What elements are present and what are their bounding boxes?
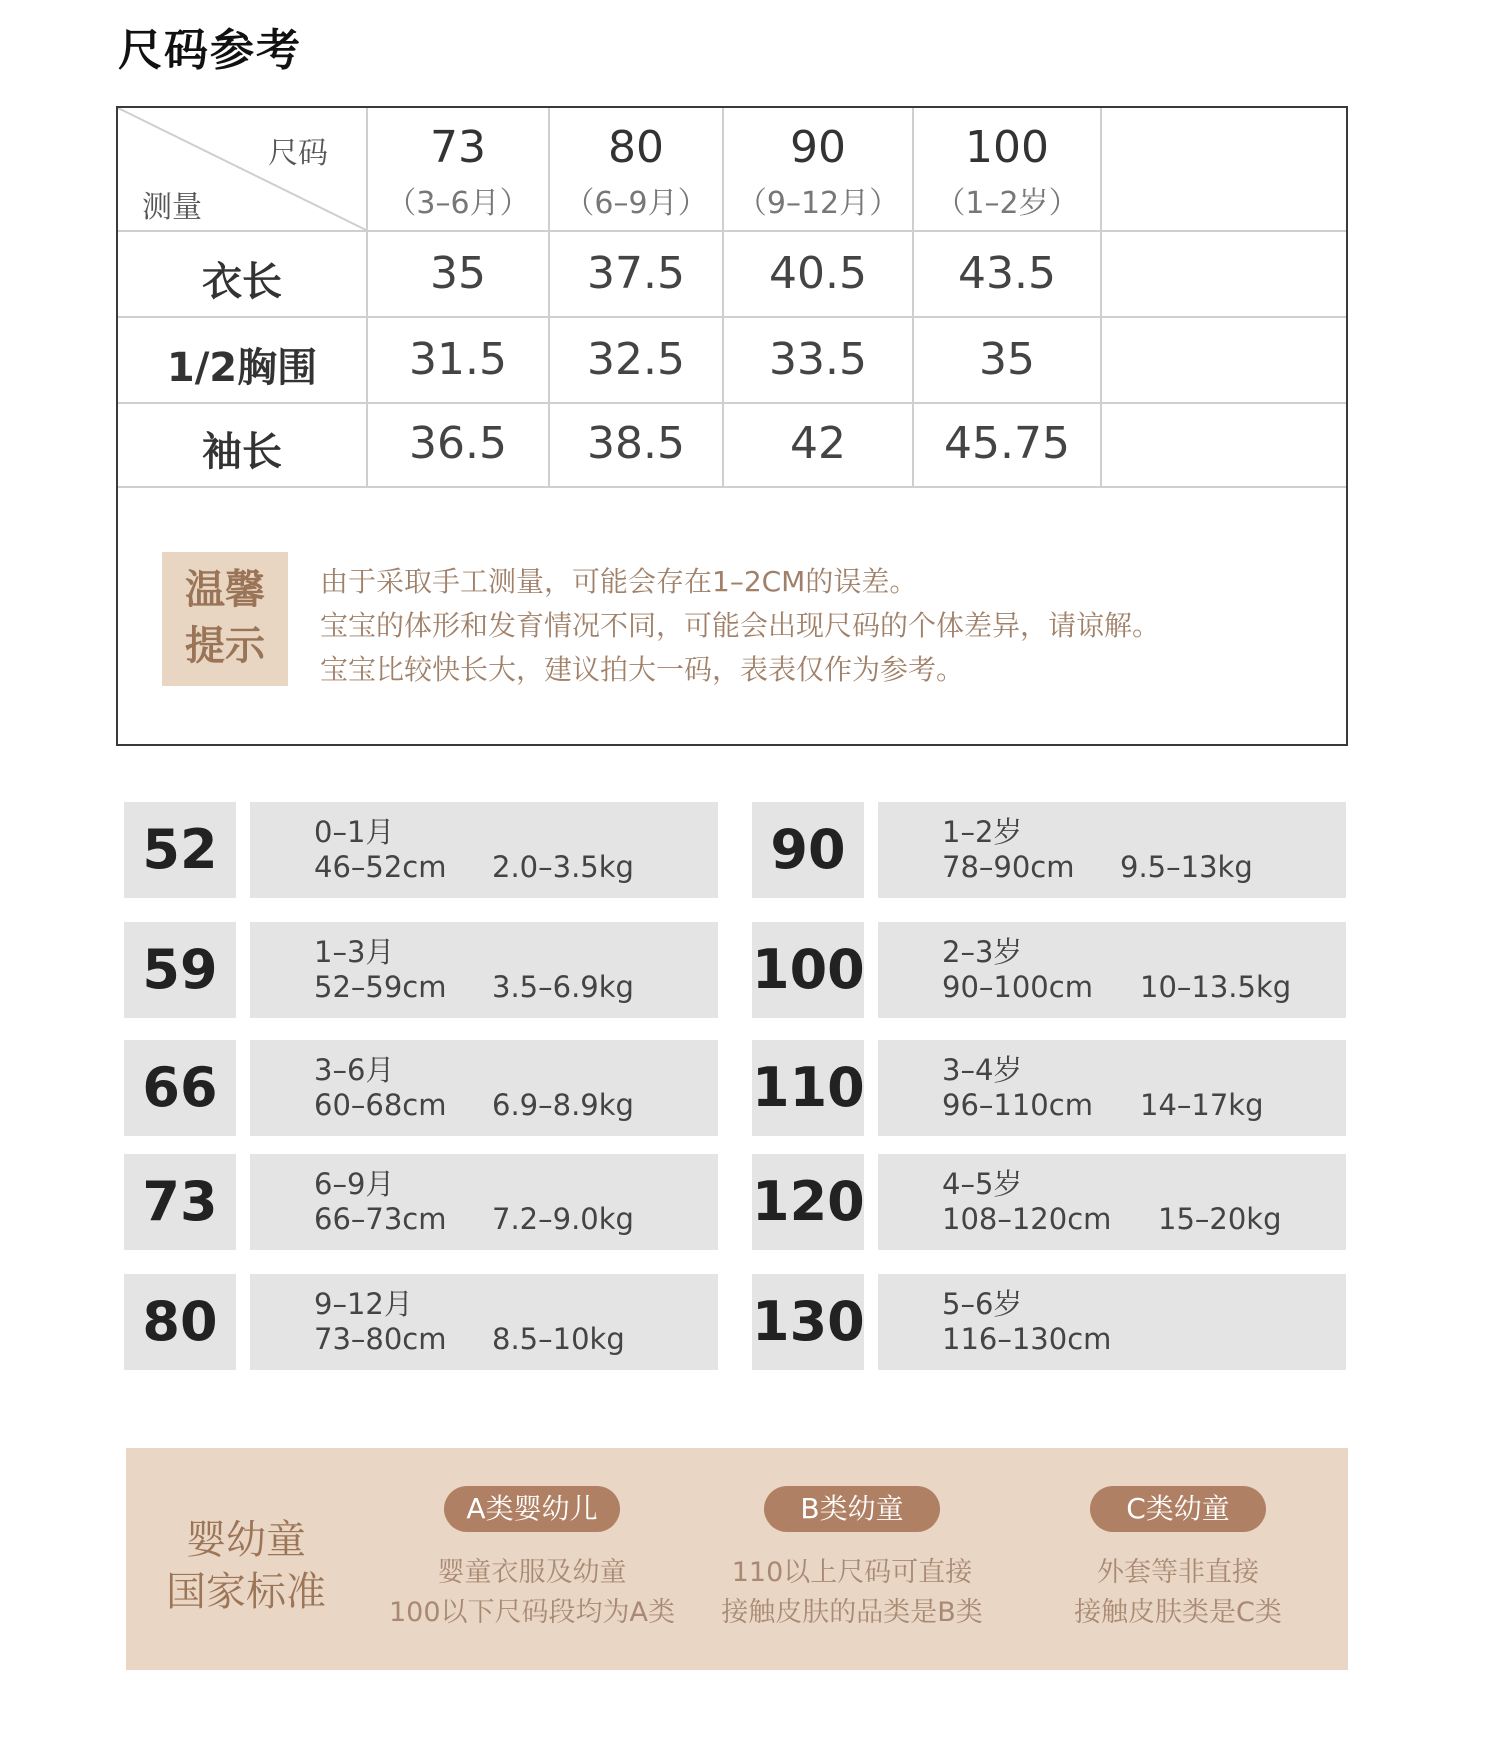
size-number: 73 bbox=[124, 1154, 236, 1250]
column-header bbox=[724, 108, 912, 230]
size-info bbox=[878, 922, 1346, 1018]
weight-range: 2.0–3.5kg bbox=[492, 850, 634, 884]
tip-badge-line: 提示 bbox=[185, 623, 265, 669]
column-size: 100 bbox=[965, 122, 1049, 173]
size-number: 80 bbox=[124, 1274, 236, 1370]
age-range: 5–6岁 bbox=[942, 1287, 1023, 1321]
table-cell: 31.5 bbox=[409, 334, 507, 385]
row-label-length: 衣长 bbox=[202, 259, 282, 305]
height-range: 52–59cm bbox=[314, 970, 447, 1004]
size-info bbox=[250, 1040, 718, 1136]
size-number: 110 bbox=[752, 1040, 864, 1136]
size-info bbox=[878, 1274, 1346, 1370]
header-size-label: 尺码 bbox=[268, 136, 328, 171]
height-range: 78–90cm bbox=[942, 850, 1075, 884]
table-cell: 35 bbox=[430, 248, 486, 299]
size-info bbox=[878, 1040, 1346, 1136]
column-size: 90 bbox=[790, 122, 846, 173]
table-cell: 45.75 bbox=[944, 418, 1070, 469]
tip-badge-line: 温馨 bbox=[185, 567, 265, 613]
size-number: 52 bbox=[124, 802, 236, 898]
size-number: 59 bbox=[124, 922, 236, 1018]
size-info bbox=[878, 1154, 1346, 1250]
tip-text: 宝宝比较快长大，建议拍大一码，表表仅作为参考。 bbox=[320, 653, 965, 686]
height-range: 73–80cm bbox=[314, 1322, 447, 1356]
column-header bbox=[550, 108, 722, 230]
header-measure-label: 测量 bbox=[142, 190, 202, 225]
age-range: 1–2岁 bbox=[942, 815, 1023, 849]
height-range: 90–100cm bbox=[942, 970, 1093, 1004]
tip-text: 由于采取手工测量，可能会存在1–2CM的误差。 bbox=[320, 565, 918, 598]
age-range: 3–4岁 bbox=[942, 1053, 1023, 1087]
size-info bbox=[250, 1274, 718, 1370]
category-c-text: 外套等非直接 bbox=[1097, 1557, 1259, 1588]
column-size: 73 bbox=[430, 122, 486, 173]
weight-range: 15–20kg bbox=[1158, 1202, 1282, 1236]
age-range: 6–9月 bbox=[314, 1167, 395, 1201]
divider bbox=[118, 316, 1346, 318]
table-cell: 40.5 bbox=[769, 248, 867, 299]
age-range: 1–3月 bbox=[314, 935, 395, 969]
column-header bbox=[368, 108, 548, 230]
size-info bbox=[250, 1154, 718, 1250]
weight-range: 14–17kg bbox=[1140, 1088, 1264, 1122]
table-cell: 38.5 bbox=[587, 418, 685, 469]
table-cell: 33.5 bbox=[769, 334, 867, 385]
table-cell: 42 bbox=[790, 418, 846, 469]
weight-range: 8.5–10kg bbox=[492, 1322, 625, 1356]
tip-text: 宝宝的体形和发育情况不同，可能会出现尺码的个体差异，请谅解。 bbox=[320, 609, 1161, 642]
column-range: （3–6月） bbox=[386, 186, 530, 221]
weight-range: 9.5–13kg bbox=[1120, 850, 1253, 884]
height-range: 108–120cm bbox=[942, 1202, 1112, 1236]
page-title: 尺码参考 bbox=[118, 25, 302, 76]
size-number: 90 bbox=[752, 802, 864, 898]
standard-title: 国家标准 bbox=[166, 1569, 326, 1615]
size-number: 66 bbox=[124, 1040, 236, 1136]
weight-range: 6.9–8.9kg bbox=[492, 1088, 634, 1122]
table-cell: 36.5 bbox=[409, 418, 507, 469]
category-a-text: 婴童衣服及幼童 bbox=[437, 1557, 627, 1588]
standard-title: 婴幼童 bbox=[186, 1517, 306, 1563]
weight-range: 3.5–6.9kg bbox=[492, 970, 634, 1004]
weight-range: 7.2–9.0kg bbox=[492, 1202, 634, 1236]
age-range: 2–3岁 bbox=[942, 935, 1023, 969]
height-range: 46–52cm bbox=[314, 850, 447, 884]
divider bbox=[118, 230, 1346, 232]
size-table bbox=[116, 106, 1348, 746]
category-b-badge: B类幼童 bbox=[764, 1486, 940, 1532]
table-cell: 37.5 bbox=[587, 248, 685, 299]
height-range: 60–68cm bbox=[314, 1088, 447, 1122]
category-b-text: 110以上尺码可直接 bbox=[731, 1557, 973, 1588]
table-cell: 32.5 bbox=[587, 334, 685, 385]
column-header bbox=[914, 108, 1100, 230]
column-range: （1–2岁） bbox=[935, 186, 1079, 221]
column-range: （6–9月） bbox=[564, 186, 708, 221]
column-size: 80 bbox=[608, 122, 664, 173]
divider bbox=[118, 486, 1346, 488]
table-cell: 35 bbox=[979, 334, 1035, 385]
size-info bbox=[250, 802, 718, 898]
table-cell: 43.5 bbox=[958, 248, 1056, 299]
age-range: 9–12月 bbox=[314, 1287, 413, 1321]
size-info bbox=[878, 802, 1346, 898]
weight-range: 10–13.5kg bbox=[1140, 970, 1292, 1004]
tip-badge bbox=[162, 552, 288, 686]
size-number: 130 bbox=[752, 1274, 864, 1370]
category-b-text: 接触皮肤的品类是B类 bbox=[721, 1597, 983, 1628]
category-a-text: 100以下尺码段均为A类 bbox=[388, 1597, 675, 1628]
height-range: 116–130cm bbox=[942, 1322, 1112, 1356]
divider bbox=[118, 402, 1346, 404]
size-number: 100 bbox=[752, 922, 864, 1018]
divider bbox=[1100, 108, 1102, 486]
size-info bbox=[250, 922, 718, 1018]
age-range: 3–6月 bbox=[314, 1053, 395, 1087]
size-number: 120 bbox=[752, 1154, 864, 1250]
row-label-sleeve: 袖长 bbox=[202, 429, 282, 475]
height-range: 66–73cm bbox=[314, 1202, 447, 1236]
category-a-badge: A类婴幼儿 bbox=[444, 1486, 620, 1532]
column-range: （9–12月） bbox=[736, 186, 900, 221]
height-range: 96–110cm bbox=[942, 1088, 1093, 1122]
national-standard-panel bbox=[126, 1448, 1348, 1670]
row-label-chest: 1/2胸围 bbox=[166, 345, 318, 391]
age-range: 0–1月 bbox=[314, 815, 395, 849]
age-range: 4–5岁 bbox=[942, 1167, 1023, 1201]
category-c-badge: C类幼童 bbox=[1090, 1486, 1266, 1532]
category-c-text: 接触皮肤类是C类 bbox=[1074, 1597, 1282, 1628]
